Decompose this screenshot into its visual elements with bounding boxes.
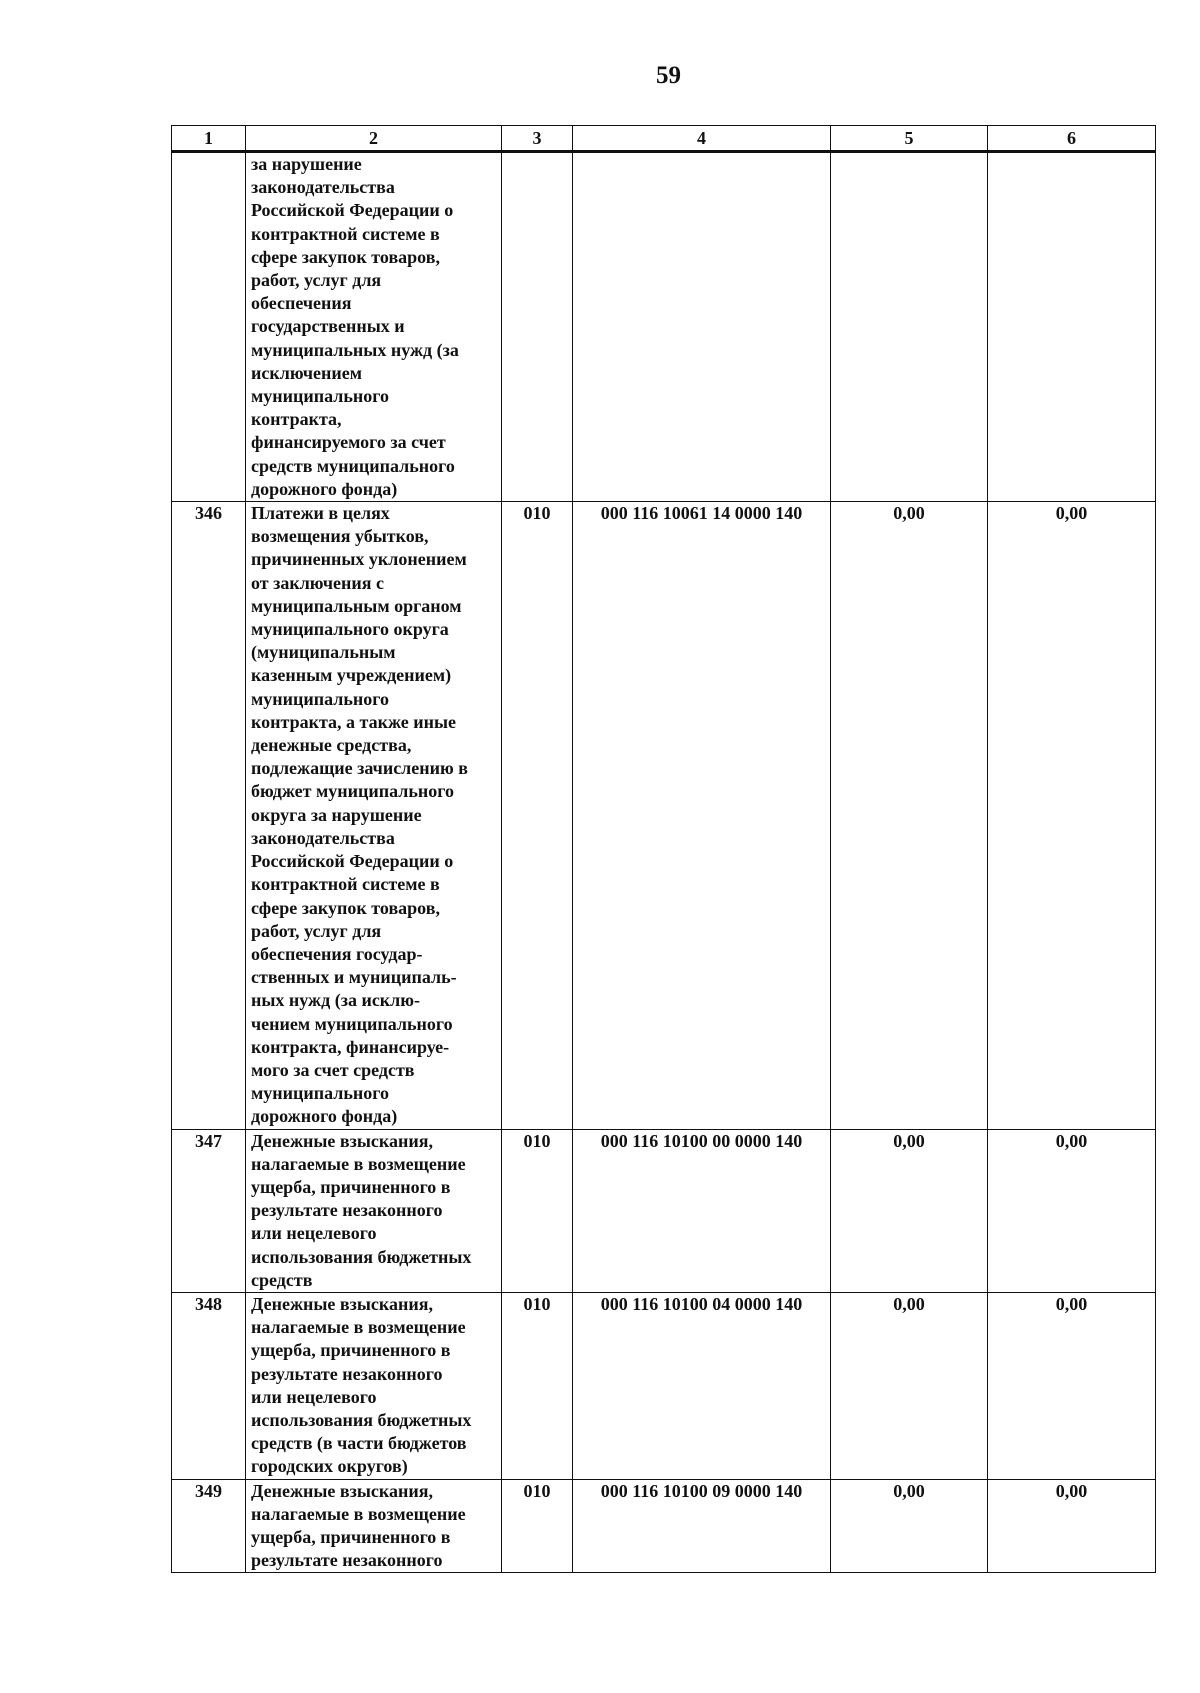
description-line: сфере закупок товаров, (251, 246, 440, 267)
description-line: обеспечения государ- (251, 943, 423, 964)
description-line: или нецелевого (251, 1386, 377, 1407)
description-line: или нецелевого (251, 1223, 377, 1244)
description-line: (муниципальным (251, 642, 396, 663)
description-line: муниципального (251, 1083, 389, 1104)
description-line: муниципального округа (251, 619, 449, 640)
description-line: результате незаконного (251, 1200, 443, 1221)
description-line: дорожного фонда) (251, 1106, 398, 1127)
description-line: государственных и (251, 316, 405, 337)
description-line: налагаемые в возмещение (251, 1153, 466, 1174)
description-line: финансируемого за счет (251, 432, 446, 453)
description-line: округа за нарушение (251, 804, 422, 825)
description-line: средств (в части бюджетов (251, 1433, 467, 1454)
description-line: ущерба, причиненного в (251, 1340, 451, 1361)
budget-revenue-table (171, 125, 1156, 1573)
description-line: законодательства (251, 177, 395, 198)
description-line: муниципальных нужд (за (251, 339, 459, 360)
description-line: денежные средства, (251, 735, 412, 756)
column-header: 6 (988, 126, 1156, 152)
value-col6-cell (988, 152, 1156, 502)
value-col5-cell (831, 152, 988, 502)
admin-code-cell (502, 152, 573, 502)
description-line: контрактной системе в (251, 223, 440, 244)
description-line: ущерба, причиненного в (251, 1176, 451, 1197)
description-line: контракта, (251, 409, 342, 430)
description-line: за нарушение (251, 154, 362, 174)
description-line: Платежи в целях (251, 503, 390, 524)
value-col6-cell: 0,00 (988, 1292, 1156, 1479)
description-line: бюджет муниципального (251, 781, 454, 802)
column-header: 4 (573, 126, 831, 152)
description-line: подлежащие зачислению в (251, 758, 468, 779)
column-header: 3 (502, 126, 573, 152)
description-line: результате незаконного (251, 1550, 443, 1571)
description-line: ственных и муниципаль- (251, 967, 457, 988)
admin-code-cell: 010 (502, 1129, 573, 1292)
admin-code-cell: 010 (502, 1479, 573, 1573)
description-line: исключением (251, 362, 363, 383)
description-line: законодательства (251, 827, 395, 848)
description-line: работ, услуг для (251, 270, 382, 291)
description-line: Российской Федерации о (251, 200, 454, 221)
value-col6-cell: 0,00 (988, 1479, 1156, 1573)
description-line: налагаемые в возмещение (251, 1503, 466, 1524)
description-line: возмещения убытков, (251, 526, 429, 547)
description-cell (246, 502, 502, 1129)
description-line: контрактной системе в (251, 874, 440, 895)
value-col6-cell: 0,00 (988, 1129, 1156, 1292)
description-cell (246, 152, 502, 502)
description-line: ных нужд (за исклю- (251, 990, 421, 1011)
description-line: обеспечения (251, 293, 352, 314)
description-cell (246, 1292, 502, 1479)
value-col5-cell: 0,00 (831, 1292, 988, 1479)
description-line: использования бюджетных (251, 1409, 472, 1430)
row-number-cell (172, 152, 246, 502)
table-header-row (172, 126, 1156, 152)
table-row (172, 502, 1156, 1129)
description-line: Денежные взыскания, (251, 1480, 433, 1501)
table-row (172, 1292, 1156, 1479)
budget-classification-code-cell: 000 116 10061 14 0000 140 (573, 502, 831, 1129)
value-col6-cell: 0,00 (988, 502, 1156, 1129)
description-line: сфере закупок товаров, (251, 897, 440, 918)
table-row (172, 1129, 1156, 1292)
description-line: Российской Федерации о (251, 851, 454, 872)
description-line: городских округов) (251, 1456, 408, 1477)
budget-classification-code-cell: 000 116 10100 09 0000 140 (573, 1479, 831, 1573)
description-line: использования бюджетных (251, 1246, 472, 1267)
description-line: средств муниципального (251, 455, 455, 476)
description-line: муниципального (251, 386, 389, 407)
description-cell (246, 1129, 502, 1292)
row-number-cell: 347 (172, 1129, 246, 1292)
admin-code-cell: 010 (502, 502, 573, 1129)
description-line: средств (251, 1269, 313, 1290)
row-number-cell: 346 (172, 502, 246, 1129)
description-line: дорожного фонда) (251, 478, 398, 499)
description-line: контракта, финансируе- (251, 1036, 450, 1057)
value-col5-cell: 0,00 (831, 502, 988, 1129)
description-line: причиненных уклонением (251, 549, 467, 570)
description-line: работ, услуг для (251, 920, 382, 941)
budget-classification-code-cell: 000 116 10100 04 0000 140 (573, 1292, 831, 1479)
description-line: муниципального (251, 688, 389, 709)
description-line: Денежные взыскания, (251, 1130, 433, 1151)
value-col5-cell: 0,00 (831, 1479, 988, 1573)
value-col5-cell: 0,00 (831, 1129, 988, 1292)
description-line: мого за счет средств (251, 1059, 415, 1080)
table-row (172, 1479, 1156, 1573)
description-line: Денежные взыскания, (251, 1293, 433, 1314)
column-header: 5 (831, 126, 988, 152)
column-header: 1 (172, 126, 246, 152)
page-number: 59 (656, 62, 681, 89)
description-line: результате незаконного (251, 1363, 443, 1384)
description-line: ущерба, причиненного в (251, 1526, 451, 1547)
description-line: чением муниципального (251, 1013, 453, 1034)
description-line: казенным учреждением) (251, 665, 452, 686)
description-line: от заключения с (251, 572, 384, 593)
table-body (172, 152, 1156, 1573)
row-number-cell: 349 (172, 1479, 246, 1573)
budget-classification-code-cell: 000 116 10100 00 0000 140 (573, 1129, 831, 1292)
column-header: 2 (246, 126, 502, 152)
description-line: муниципальным органом (251, 595, 462, 616)
description-cell (246, 1479, 502, 1573)
budget-classification-code-cell (573, 152, 831, 502)
admin-code-cell: 010 (502, 1292, 573, 1479)
table-row (172, 152, 1156, 502)
description-line: налагаемые в возмещение (251, 1317, 466, 1338)
description-line: контракта, а также иные (251, 711, 457, 732)
row-number-cell: 348 (172, 1292, 246, 1479)
